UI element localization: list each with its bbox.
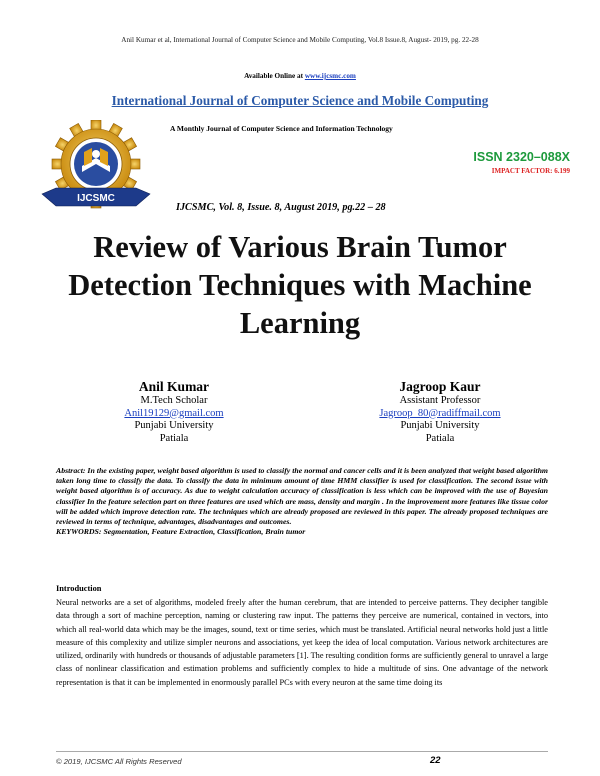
section-body: Neural networks are a set of algorithms, modeled freely after the human cerebrum, that are intended to perceive patterns. They decipher tangible data through a sort of machine perception, naming or clustering raw input. The patterns they perceive are numerical, contained in vectors, into which all real-world data which may be the images, sound, text or time series, which must be translated. Artificial neural networks hold just a little measure of this complexity and utilize simpler neurons and associations, yet keep the idea of local computation. Various network architectures are utilized, ordinarily with hundreds or thousands of adjustable parameters [1]. The resulting condition forms are sufficiently general to unravel a large class of nonlinear classification and estimation problems and sufficiently complex to hide a multitude of sins. One advantage of the network representation is that it can be implemented in enormously parallel PCs with every neuron at the same time doing its [56,598,548,687]
author-email-link[interactable]: Jagroop_80@radiffmail.com [379,407,501,419]
author-role: M.Tech Scholar [140,395,208,406]
journal-title: International Journal of Computer Science and Mobile Computing [111,93,489,108]
page-number: 22 [430,755,441,766]
footer-divider [56,751,548,752]
copyright: © 2019, IJCSMC All Rights Reserved [56,757,182,766]
citation-line: IJCSMC, Vol. 8, Issue. 8, August 2019, pg.22 – 28 [176,202,386,213]
journal-logo-icon [38,120,154,220]
abstract [56,466,548,537]
author-role: Assistant Professor [399,395,481,406]
author-city: Patiala [425,432,455,444]
author-city: Patiala [159,432,189,444]
journal-website-link[interactable]: www.ijcsmc.com [304,72,356,80]
logo-text: IJCSMC [77,193,115,204]
author-block-1 [74,378,274,445]
author-university: Punjabi University [134,420,214,431]
author-email-link[interactable]: Anil19129@gmail.com [124,407,224,419]
running-header: Anil Kumar et al, International Journal of Computer Science and Mobile Computing, Vol.8 Issue.8, August- 2019, pg. 22-28 [121,36,479,44]
keywords: KEYWORDS: Segmentation, Feature Extraction, Classification, Brain tumor [56,527,306,537]
section-heading: Introduction [56,584,102,593]
journal-subtitle: A Monthly Journal of Computer Science and Information Technology [170,124,393,133]
paper-title: Review of Various Brain Tumor Detection Techniques with Machine Learning [68,230,532,340]
author-name: Jagroop Kaur [399,379,481,394]
available-online [0,72,600,80]
author-name: Anil Kumar [138,379,210,394]
abstract-text: Abstract: In the existing paper, weight based algorithm is used to classify the normal and cancer cells and it is been analyzed that weight based algorithm taken long time to classify the data. To classify the data in minimum amount of time HMM classifier is used for classification. The second issue with weight based algorithm is of accuracy. As due to weight calculation accuracy of classification is less which can be improved with the use of Bayesian classifier In the feature selection part on three features are used which are mass, density and margin . In the improvement more features like tissue color will be added which improve detection rate. The techniques which are already proposed are reviewed in this paper. The already proposed techniques are reviewed in terms of technique, advantages, disadvantages and outcomes. [56,466,548,527]
issn-label: ISSN 2320–088X [473,150,570,164]
author-block-2 [340,378,540,445]
available-online-label: Available Online at [244,72,305,80]
author-university: Punjabi University [400,420,480,431]
impact-factor-label: IMPACT FACTOR: 6.199 [491,167,570,175]
